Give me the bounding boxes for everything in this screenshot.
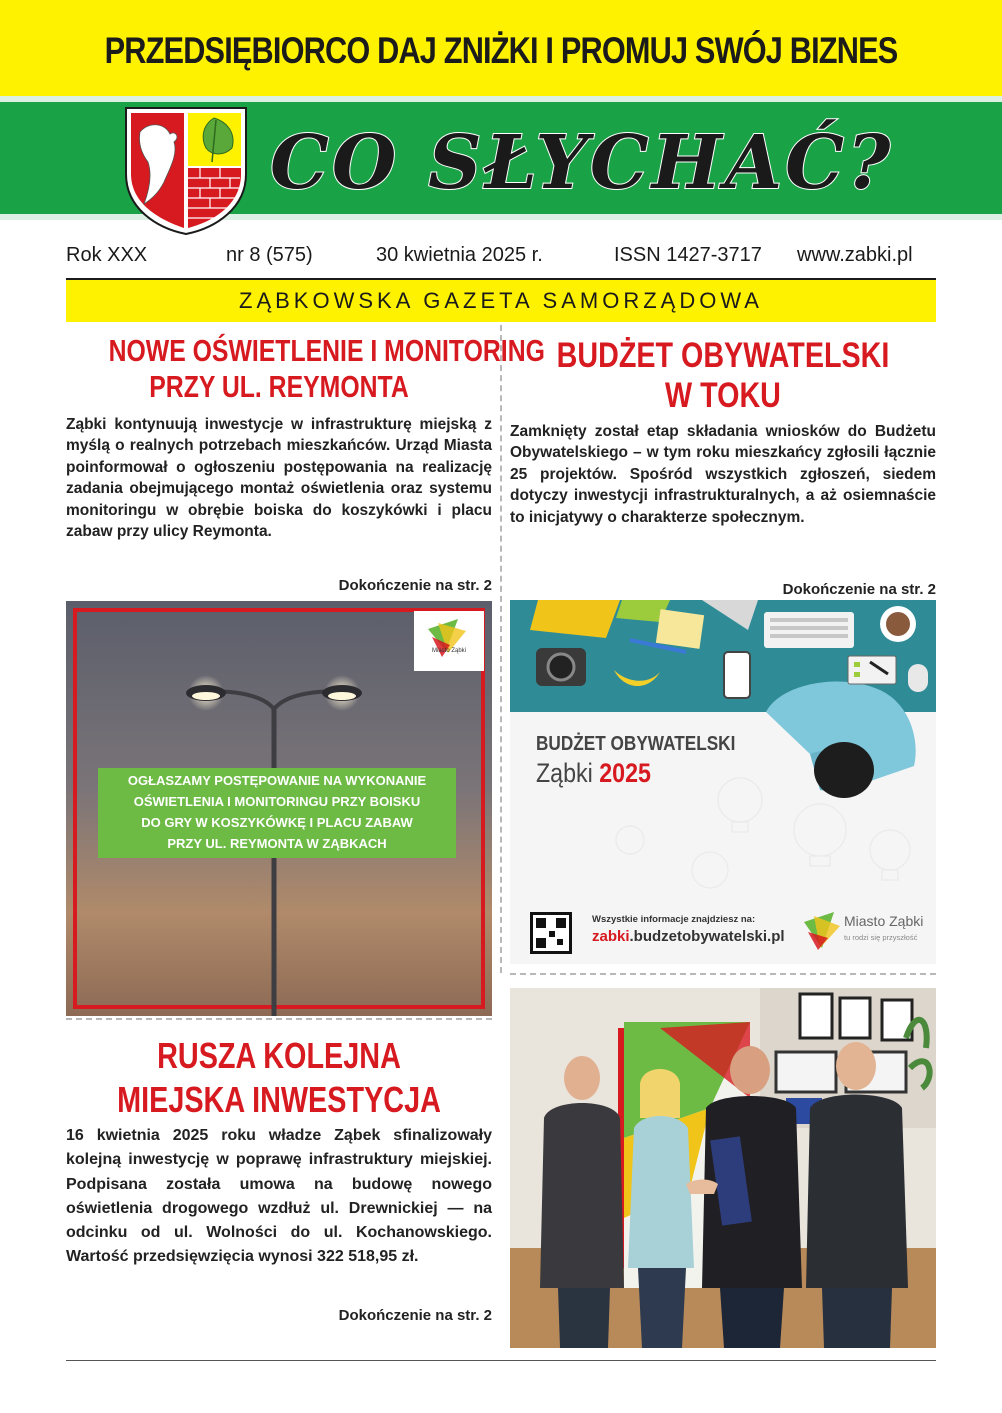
poster-city: Ząbki — [536, 758, 600, 788]
announcement-line: PRZY UL. REYMONTA W ZĄBKACH — [167, 836, 387, 851]
section-divider — [510, 973, 936, 975]
article3-continued-link[interactable]: Dokończenie na str. 2 — [338, 1307, 492, 1324]
budget-website-link[interactable] — [592, 928, 785, 945]
website-link[interactable]: www.zabki.pl — [797, 244, 913, 266]
issue-info — [66, 244, 938, 270]
city-logo-tagline: tu rodzi się przyszłość — [844, 933, 918, 942]
article3-headline[interactable] — [109, 1034, 450, 1122]
headline-line: MIEJSKA INWESTYCJA — [117, 1079, 441, 1120]
headline-line: RUSZA KOLEJNA — [157, 1035, 401, 1076]
issue-issn: ISSN 1427-3717 — [614, 244, 762, 266]
column-divider — [500, 325, 502, 973]
contract-signing-scene — [510, 988, 936, 1348]
headline-line: NOWE OŚWIETLENIE I MONITORING — [108, 333, 545, 368]
city-logo-icon — [800, 908, 844, 952]
headline-line: W TOKU — [665, 376, 781, 415]
headline-line: PRZY UL. REYMONTA — [149, 368, 409, 404]
headline-line: BUDŻET OBYWATELSKI — [556, 336, 890, 375]
article1-body: Ząbki kontynuują inwestycje w infrastrukturę miejską z myślą o realnych potrzebach mieszkańców. Urząd Miasta poinformował o ogłoszeniu postępowania na realizację zadania obejmującego montaż oświetlenia oraz systemu monitoringu w obrębie boiska do koszykówki i placu zabaw przy ulicy Reymonta. — [66, 416, 492, 541]
article1-continued-link[interactable]: Dokończenie na str. 2 — [338, 577, 492, 594]
poster-subheading — [536, 758, 651, 789]
announcement-banner — [98, 768, 456, 858]
article1-headline[interactable] — [108, 333, 545, 404]
article2-continued-link[interactable]: Dokończenie na str. 2 — [782, 581, 936, 598]
poster-heading: BUDŻET OBYWATELSKI — [536, 733, 736, 755]
poster-info-label: Wszystkie informacje znajdziesz na: — [592, 914, 756, 925]
article3-body: 16 kwietnia 2025 roku władze Ząbek sfinalizowały kolejną inwestycję w poprawę infrastruktury miejskiej. Podpisana została umowa na budowę nowego oświetlenia drogowego wzdłuż ul. Drewnickiej — na odcinku od ul. Wolności do ul. Kochanowskiego. Wartość przedsięwzięcia wynosi 322 518,95 zł. — [66, 1127, 492, 1266]
issue-date: 30 kwietnia 2025 r. — [376, 244, 543, 266]
section-divider — [66, 1018, 492, 1020]
city-logo-name: Miasto Ząbki — [844, 913, 924, 929]
poster-year: 2025 — [599, 758, 651, 788]
participatory-budget-poster — [510, 600, 936, 964]
contract-signing-photo — [510, 988, 936, 1348]
issue-year: Rok XXX — [66, 244, 148, 266]
newspaper-title: CO SŁYCHAĆ? — [270, 120, 894, 206]
coat-of-arms-icon — [120, 104, 252, 236]
city-logo-label: Miasto Ząbki — [431, 648, 466, 654]
bottom-rule — [66, 1360, 936, 1361]
article2-headline[interactable] — [548, 336, 897, 416]
newspaper-subtitle: ZĄBKOWSKA GAZETA SAMORZĄDOWA — [239, 288, 763, 313]
url-part: zabki — [592, 928, 630, 945]
promo-slogan: PRZEDSIĘBIORCO DAJ ZNIŻKI I PROMUJ SWÓJ BIZNES — [104, 30, 898, 71]
lighting-announcement-image — [66, 601, 492, 1016]
announcement-line: DO GRY W KOSZYKÓWKĘ I PLACU ZABAW — [141, 815, 413, 830]
announcement-line: OŚWIETLENIA I MONITORINGU PRZY BOISKU — [133, 794, 421, 809]
top-banner — [0, 0, 1002, 96]
masthead-stripe — [0, 96, 1002, 102]
announcement-line: OGŁASZAMY POSTĘPOWANIE NA WYKONANIE — [127, 773, 427, 788]
article2-body: Zamknięty został etap składania wniosków do Budżetu Obywatelskiego – w tym roku mieszkańcy zgłosili łącznie 25 projektów. Spośród wszystkich zgłoszeń, siedem dotyczy inwestycji infrastrukturalnych, a aż osiemnaście to inicjatywy o charakterze społecznym. — [510, 423, 936, 526]
qr-code-icon — [530, 912, 572, 954]
url-part: .budzetobywatelski.pl — [629, 928, 785, 945]
issue-number: nr 8 (575) — [226, 244, 313, 266]
subtitle-bar — [66, 278, 936, 322]
